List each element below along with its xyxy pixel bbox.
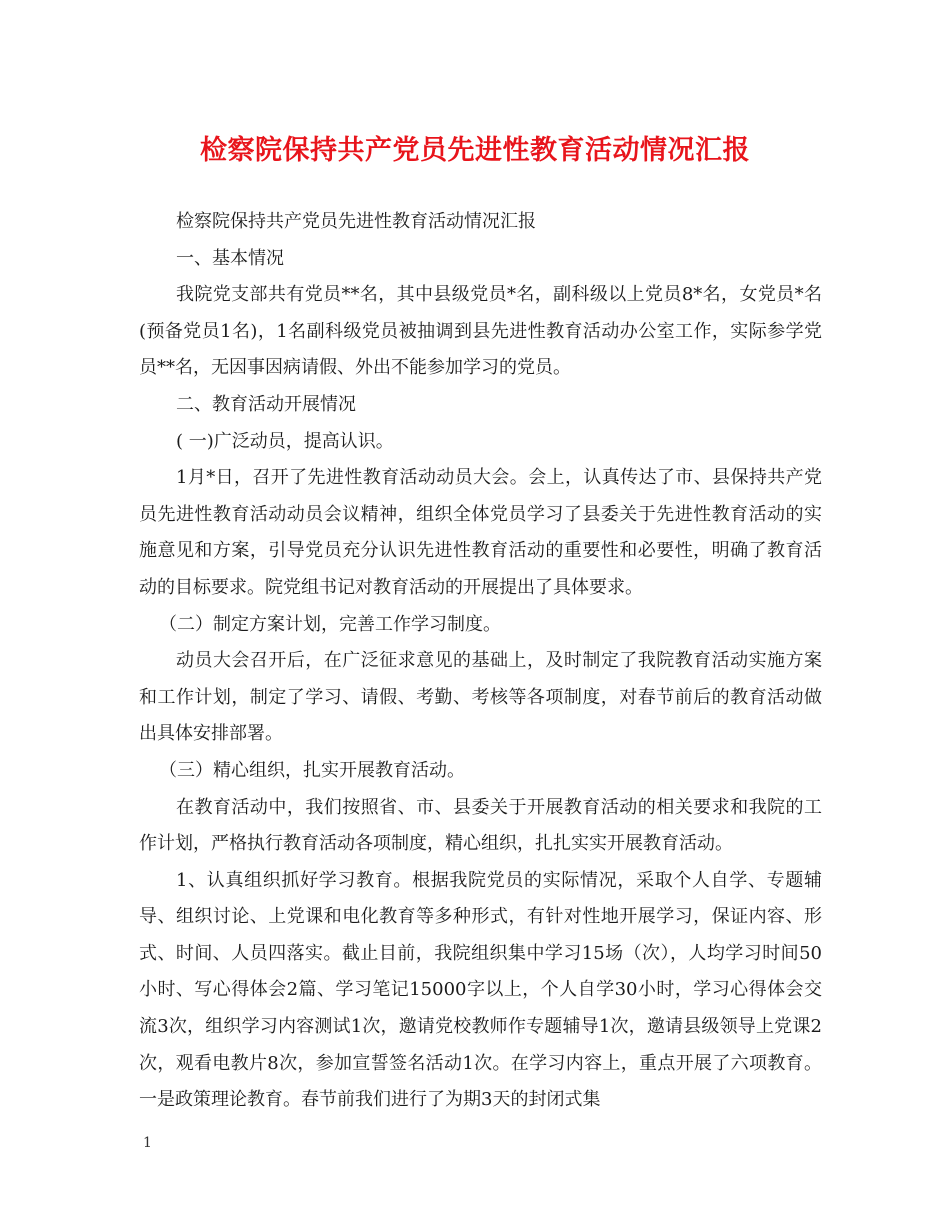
paragraph: 1、认真组织抓好学习教育。根据我院党员的实际情况，采取个人自学、专题辅导、组织讨论、上党课和电化教育等多种形式，有针对性地开展学习，保证内容、形式、时间、人员四落实。截止目前，我院组织集中学习15场（次），人均学习时间50小时、写心得体会2篇、学习笔记15000字以上，个人自学30小时，学习心得体会交流3次，组织学习内容测试1次，邀请党校教师作专题辅导1次，邀请县级领导上党课2次，观看电教片8次，参加宣誓签名活动1次。在学习内容上，重点开展了六项教育。一是政策理论教育。春节前我们进行了为期3天的封闭式集 [139,869,822,1111]
section-heading: 一、基本情况 [176,247,284,269]
paragraph: 在教育活动中，我们按照省、市、县委关于开展教育活动的相关要求和我院的工作计划，严格执行教育活动各项制度，精心组织，扎扎实实开展教育活动。 [139,796,822,855]
subsection-heading: （二）制定方案计划，完善工作学习制度。 [159,613,501,635]
page-number: 1 [143,1135,152,1151]
document-body [139,204,822,1119]
paragraph: 检察院保持共产党员先进性教育活动情况汇报 [176,211,536,232]
subsection-heading: ( 一)广泛动员，提高认识。 [176,430,394,452]
section-heading: 二、教育活动开展情况 [176,393,356,415]
paragraph: 我院党支部共有党员**名，其中县级党员*名，副科级以上党员8*名，女党员*名(预备党员1名)，1名副科级党员被抽调到县先进性教育活动办公室工作，实际参学党员**名，无因事因病请假、外出不能参加学习的党员。 [139,284,822,379]
paragraph: 动员大会召开后，在广泛征求意见的基础上，及时制定了我院教育活动实施方案和工作计划，制定了学习、请假、考勤、考核等各项制度，对春节前后的教育活动做出具体安排部署。 [139,650,822,745]
paragraph: 1月*日，召开了先进性教育活动动员大会。会上，认真传达了市、县保持共产党员先进性教育活动动员会议精神，组织全体党员学习了县委关于先进性教育活动的实施意见和方案，引导党员充分认识先进性教育活动的重要性和必要性，明确了教育活动的目标要求。院党组书记对教育活动的开展提出了具体要求。 [139,467,822,598]
subsection-heading: （三）精心组织，扎实开展教育活动。 [159,759,465,781]
page-title: 检察院保持共产党员先进性教育活动情况汇报 [200,135,750,166]
